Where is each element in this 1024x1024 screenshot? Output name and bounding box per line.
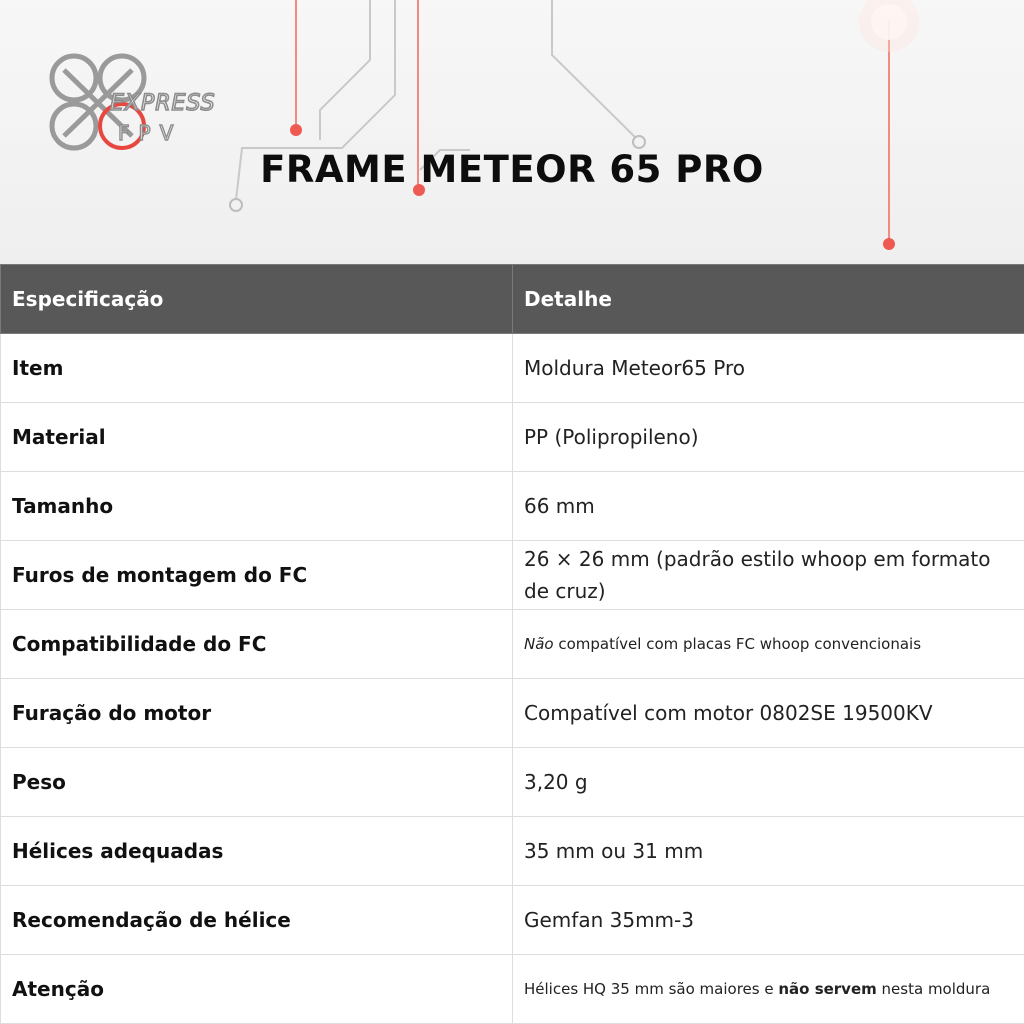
row-key: Item: [1, 334, 513, 403]
table-row: [1, 334, 1024, 403]
row-value: 3,20 g: [513, 748, 1024, 817]
row-value-strong: não servem: [778, 980, 877, 998]
row-key: Peso: [1, 748, 513, 817]
column-header-detail: Detalhe: [513, 265, 1024, 334]
row-value-emphasis: Não: [524, 635, 554, 653]
table-row: [1, 748, 1024, 817]
table-row: [1, 472, 1024, 541]
row-value-text: compatível com placas FC whoop convencionais: [553, 635, 922, 653]
row-value: Moldura Meteor65 Pro: [513, 334, 1024, 403]
row-value: Gemfan 35mm-3: [513, 886, 1024, 955]
spec-table: [0, 264, 1024, 1024]
table-row: [1, 886, 1024, 955]
row-key: Furação do motor: [1, 679, 513, 748]
row-value: [513, 955, 1024, 1024]
table-row: [1, 817, 1024, 886]
table-row: [1, 541, 1024, 610]
table-row: [1, 610, 1024, 679]
row-value: PP (Polipropileno): [513, 403, 1024, 472]
row-key: Atenção: [1, 955, 513, 1024]
table-row: [1, 955, 1024, 1024]
row-value: [513, 610, 1024, 679]
brand-sub: FPV: [118, 121, 183, 145]
row-value-text: Hélices HQ 35 mm são maiores e: [524, 980, 779, 998]
row-key: Material: [1, 403, 513, 472]
row-key: Furos de montagem do FC: [1, 541, 513, 610]
table-row: [1, 403, 1024, 472]
row-key: Recomendação de hélice: [1, 886, 513, 955]
table-row: [1, 679, 1024, 748]
row-value: 35 mm ou 31 mm: [513, 817, 1024, 886]
row-key: Tamanho: [1, 472, 513, 541]
row-key: Compatibilidade do FC: [1, 610, 513, 679]
page-title: FRAME METEOR 65 PRO: [260, 148, 764, 191]
brand-logo: [44, 52, 219, 154]
brand-name: EXPRESS: [110, 91, 216, 116]
table-header-row: [1, 265, 1024, 334]
row-value: Compatível com motor 0802SE 19500KV: [513, 679, 1024, 748]
row-value: 26 × 26 mm (padrão estilo whoop em formato de cruz): [513, 541, 1024, 610]
row-key: Hélices adequadas: [1, 817, 513, 886]
row-value: 66 mm: [513, 472, 1024, 541]
column-header-spec: Especificação: [1, 265, 513, 334]
drone-frame-icon: [44, 52, 219, 154]
header-banner: [0, 0, 1024, 264]
row-value-text: nesta moldura: [876, 980, 991, 998]
